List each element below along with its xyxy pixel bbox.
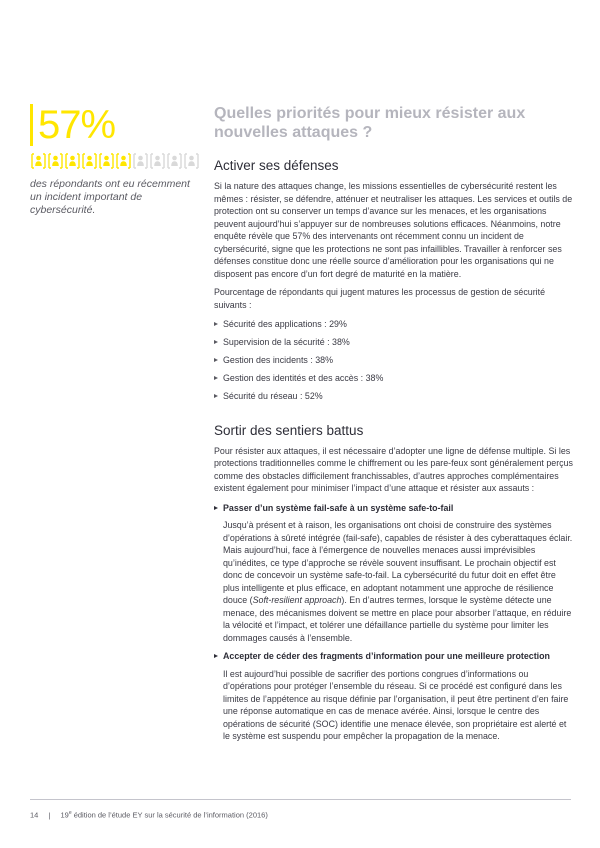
- stat-caption: des répondants ont eu récemment un incident important de cybersécurité.: [30, 178, 190, 216]
- approach-item-failsafe: [214, 502, 574, 645]
- stat-percentage: 57%: [38, 103, 116, 147]
- approach-title: Passer d’un système fail-safe à un système safe-to-fail: [214, 502, 574, 515]
- approach-body: [214, 519, 574, 644]
- person-icon: [30, 152, 47, 170]
- section-title-defenses: Activer ses défenses: [214, 158, 339, 173]
- person-icon: [81, 152, 98, 170]
- footer-divider: [30, 799, 571, 800]
- footer-title: édition de l’étude EY sur la sécurité de l’information (2016): [71, 810, 268, 820]
- list-item: Sécurité des applications : 29%: [214, 318, 574, 331]
- people-icon-row: [30, 152, 200, 170]
- person-icon: [183, 152, 200, 170]
- footer-edition-number: 19: [60, 810, 69, 820]
- approach-title: Accepter de céder des fragments d’information pour une meilleure protection: [214, 650, 574, 663]
- list-item: Gestion des identités et des accès : 38%: [214, 372, 574, 385]
- accent-bar: [30, 104, 33, 146]
- list-item: Sécurité du réseau : 52%: [214, 390, 574, 403]
- section2-paragraph: Pour résister aux attaques, il est nécessaire d’adopter une ligne de défense multiple. Si les protections traditionnelles comme le chiffrement ou les pare-feux sont généralement perçus comme des obstacles difficilement franchissables, d’autres approches complémentaires existent également pour minimiser l’impact d’une attaque et résister aux assauts :: [214, 445, 573, 493]
- page-number: 14: [30, 810, 39, 820]
- list-item: Supervision de la sécurité : 38%: [214, 336, 574, 349]
- person-icon: [98, 152, 115, 170]
- approach-body-part: Jusqu’à présent et à raison, les organisations ont choisi de construire des systèmes d’opérations à sûreté intégrée (fail-safe), capables de résister à des cyberattaques éclair. Mais aujourd’hui, face à l’émergence de nouvelles menaces aussi imprévisibles qu’inédites, ce type d’approche se révèle souvent insuffisant. Le prochain objectif est donc de concevoir un système safe-to-fail. La cybersécurité du futur doit en effet être plus intelligente et plus efficace, en adoptant notamment une approche de résilience douce (: [223, 520, 573, 605]
- person-icon: [64, 152, 81, 170]
- page-heading: Quelles priorités pour mieux résister aux nouvelles attaques ?: [214, 105, 526, 141]
- approach-item-fragments: [214, 650, 574, 743]
- section-title-sortir: Sortir des sentiers battus: [214, 422, 364, 438]
- page-footer: [30, 810, 268, 820]
- person-icon: [132, 152, 149, 170]
- approach-body-part: ). En d’autres termes, lorsque le système détecte une menace, des mécanismes doivent se mettre en place pour absorber l’attaque, en réduire la vélocité et l’impact, et tolérer une défaillance partielle du système pour limiter les dommages causés à l’ensemble.: [223, 595, 572, 643]
- footer-edition-sup: e: [68, 810, 72, 816]
- section1-paragraph: Si la nature des attaques change, les missions essentielles de cybersécurité restent les mêmes : résister, se défendre, atténuer et neutraliser les attaques. Les services et outils de protection ont su conserver un temps d’avance sur les menaces, et les organisations peuvent aujourd’hui s’appuyer sur de nombreuses solutions efficaces. Néanmoins, notre enquête révèle que 57% des intervenants ont récemment connu un incident de cybersécurité, signe que les protections ne sont pas infaillibles. Travailler à renforcer ses défenses constitue donc une réelle source d’amélioration pour les organisations qui ne disposent pas encore d’un fort degré de maturité en la matière.: [214, 181, 573, 279]
- main-content: [214, 104, 574, 743]
- footer-separator: |: [48, 810, 51, 820]
- person-icon: [115, 152, 132, 170]
- section1-intro-list: Pourcentage de répondants qui jugent matures les processus de gestion de sécurité suivants :: [214, 287, 546, 310]
- person-icon: [47, 152, 64, 170]
- person-icon: [166, 152, 183, 170]
- maturity-list: [214, 318, 574, 403]
- approach-body: Il est aujourd’hui possible de sacrifier des portions congrues d’informations ou d’opérations pour protéger l’ensemble du réseau. Si ce procédé est configuré dans les limites de l’appétence au risque définie par l’organisation, il peut être pertinent d’en faire une réponse automatique en cas de menace avérée. Ainsi, lorsque le centre des opérations de sécurité (SOC) identifie une menace élevée, son propriétaire est alerté et le système est suspendu pour empêcher la propagation de la menace.: [223, 668, 569, 741]
- approach-body-emphasis: Soft-resilient approach: [252, 595, 342, 605]
- person-icon: [149, 152, 166, 170]
- list-item: Gestion des incidents : 38%: [214, 354, 574, 367]
